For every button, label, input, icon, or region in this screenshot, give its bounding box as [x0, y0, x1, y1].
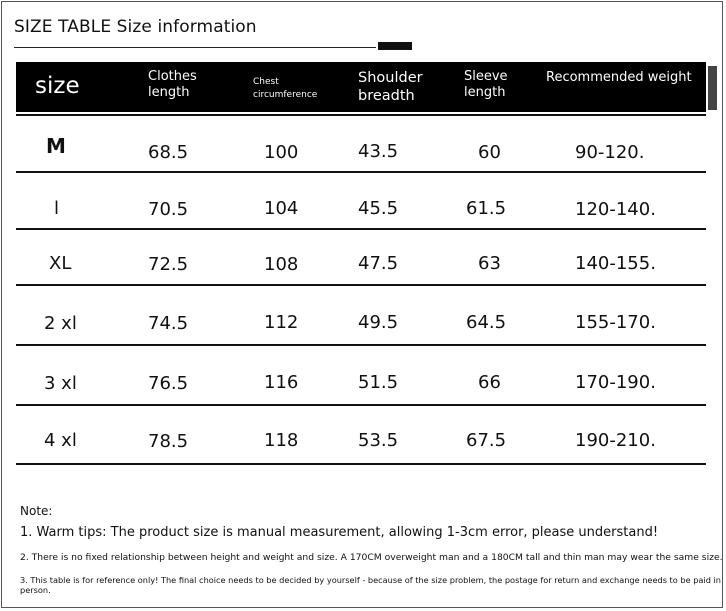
table-cell-size: l [54, 198, 60, 219]
table-cell-weight: 155-170. [575, 312, 656, 333]
header-shoulder [358, 69, 423, 105]
header-clothes-length-line2: length [148, 85, 190, 101]
table-cell-size: 2 xl [44, 313, 77, 334]
header-clothes-length [148, 69, 197, 102]
table-cell-sleeve: 63 [478, 253, 501, 274]
table-cell-clothes-length: 76.5 [148, 373, 189, 394]
table-cell-weight: 190-210. [575, 430, 656, 451]
notes-heading: Note: [20, 504, 53, 518]
header-sleeve-line1: Sleeve [464, 69, 508, 84]
title-accent-bar [378, 42, 412, 50]
table-cell-sleeve: 67.5 [466, 430, 507, 451]
header-shadow [708, 66, 717, 110]
header-size: size [35, 73, 80, 99]
table-cell-clothes-length: 70.5 [148, 199, 189, 220]
table-cell-weight: 140-155. [575, 253, 656, 274]
table-cell-clothes-length: 78.5 [148, 431, 189, 452]
note-item: 2. There is no fixed relationship between height and weight and size. A 170CM overweight man and a 180CM tall and thin man may wear the same size. [20, 552, 723, 563]
table-cell-weight: 170-190. [575, 372, 656, 393]
table-cell-sleeve: 60 [478, 142, 501, 163]
note-item: 3. This table is for reference only! The final choice needs to be decided by yourself - because of the size problem, the postage for return and exchange needs to be paid in person. [20, 575, 721, 595]
table-cell-shoulder: 47.5 [358, 253, 399, 274]
header-chest [253, 76, 317, 102]
row-divider [16, 463, 706, 465]
header-chest-line2: circumference [253, 90, 318, 101]
row-divider [16, 284, 706, 286]
table-cell-shoulder: 45.5 [358, 198, 399, 219]
table-cell-sleeve: 66 [478, 372, 501, 393]
table-cell-size: M [46, 134, 66, 158]
table-cell-size: 3 xl [44, 373, 77, 394]
table-cell-size: 4 xl [44, 430, 77, 451]
table-cell-shoulder: 49.5 [358, 312, 399, 333]
table-cell-chest: 118 [264, 430, 299, 451]
header-clothes-length-line1: Clothes [148, 69, 197, 84]
header-sleeve-line2: length [464, 85, 506, 101]
table-cell-shoulder: 43.5 [358, 141, 399, 162]
table-cell-clothes-length: 74.5 [148, 313, 189, 334]
table-cell-weight: 90-120. [575, 142, 645, 163]
header-shoulder-line1: Shoulder [358, 70, 423, 86]
row-divider [16, 114, 706, 116]
table-cell-size: XL [49, 253, 72, 274]
header-shoulder-line2: breadth [358, 88, 415, 105]
title-underline [14, 47, 376, 48]
table-header [16, 62, 706, 112]
table-cell-chest: 116 [264, 372, 299, 393]
table-cell-weight: 120-140. [575, 199, 656, 220]
table-cell-chest: 112 [264, 312, 299, 333]
header-sleeve [464, 69, 508, 102]
table-cell-chest: 108 [264, 254, 299, 275]
table-cell-sleeve: 64.5 [466, 312, 507, 333]
header-recommended-weight: Recommended weight [546, 70, 692, 85]
page-title: SIZE TABLE Size information [14, 17, 257, 37]
table-cell-shoulder: 51.5 [358, 372, 399, 393]
row-divider [16, 404, 706, 406]
row-divider [16, 228, 706, 230]
note-item: 1. Warm tips: The product size is manual measurement, allowing 1-3cm error, please understand! [20, 525, 659, 540]
table-cell-chest: 104 [264, 198, 299, 219]
row-divider [16, 344, 706, 346]
table-cell-clothes-length: 72.5 [148, 254, 189, 275]
row-divider [16, 171, 706, 173]
table-cell-sleeve: 61.5 [466, 198, 507, 219]
table-cell-chest: 100 [264, 142, 299, 163]
table-cell-clothes-length: 68.5 [148, 142, 189, 163]
table-cell-shoulder: 53.5 [358, 430, 399, 451]
header-chest-line1: Chest [253, 77, 279, 87]
